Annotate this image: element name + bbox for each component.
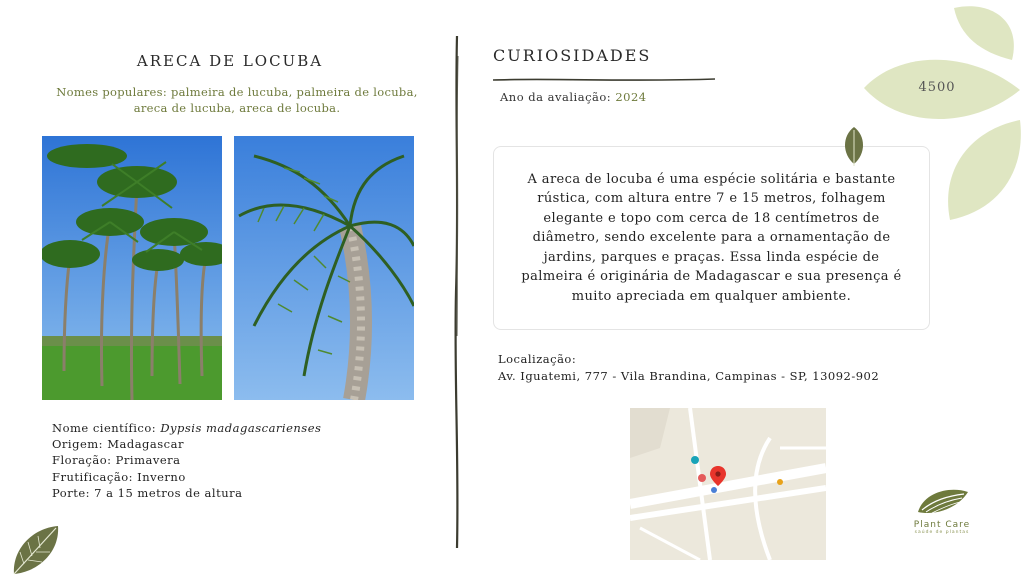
curiosities-title: CURIOSIDADES <box>493 46 652 65</box>
location-label: Localização: <box>498 352 577 366</box>
year-label: Ano da avaliação: <box>500 90 612 104</box>
flowering-row: Floração: Primavera <box>52 453 181 468</box>
description-text: A areca de locuba é uma espécie solitária e bastante rústica, com altura entre 7 e 15 metros, folhagem elegante e topo com cerca de 18 centímetros de diâmetro, sendo excelente para a ornamentação de jardins, parques e praças. Essa linda espécie de palmeira é originária de Madagascar e sua presença é muito apreciada em qualquer ambiente. <box>521 171 902 304</box>
location-address: Av. Iguatemi, 777 - Vila Brandina, Campinas - SP, 13092-902 <box>498 369 880 383</box>
palm-photo-group <box>42 136 222 400</box>
plant-title: ARECA DE LOCUBA <box>136 52 324 70</box>
fruiting-row: Frutificação: Inverno <box>52 469 186 484</box>
map-poi-icon <box>777 479 783 485</box>
brand-name: Plant Care <box>913 520 971 530</box>
size-row: Porte: 7 a 15 metros de altura <box>52 485 243 500</box>
popular-names: Nomes populares: palmeira de lucuba, palmeira de locuba, areca de lucuba, areca de locuba. <box>56 85 418 115</box>
leaf-corner-icon <box>8 520 64 576</box>
evaluation-year <box>500 90 647 104</box>
title-underline <box>493 68 715 74</box>
map-poi-icon <box>698 474 706 482</box>
year-value: 2024 <box>615 90 647 104</box>
brand-logo <box>900 486 984 542</box>
brand-tagline: saúde de plantas <box>914 530 970 535</box>
badge-number: 4500 <box>918 80 956 95</box>
plant-facts <box>52 420 321 501</box>
scientific-name-row <box>52 420 321 436</box>
small-leaf-icon <box>842 126 866 166</box>
map-poi-icon <box>711 487 717 493</box>
scientific-name-value: Dypsis madagascarienses <box>160 421 322 435</box>
brush-divider <box>452 36 462 548</box>
scientific-name-label: Nome científico: <box>52 421 157 435</box>
location-map[interactable] <box>630 408 826 560</box>
map-poi-icon <box>691 456 699 464</box>
origin-row: Origem: Madagascar <box>52 437 184 452</box>
leaf-decoration-icon <box>860 0 1024 230</box>
brand-leaf-icon <box>914 486 970 516</box>
palm-photo-closeup <box>234 136 414 400</box>
